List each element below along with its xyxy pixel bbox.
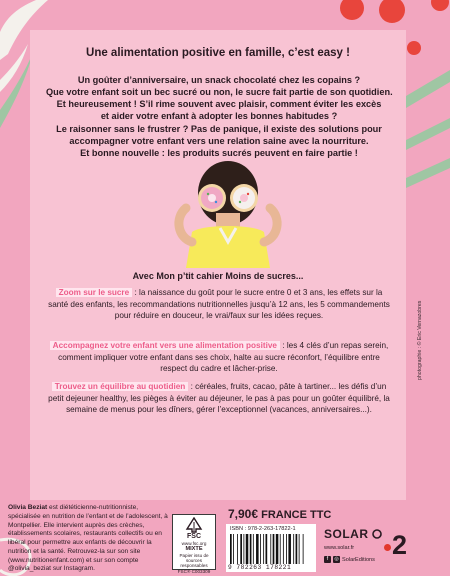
section-zoom-sucre <box>46 287 392 322</box>
barcode-bar <box>260 534 261 564</box>
publisher-social-handle: SolarEditions <box>342 556 375 563</box>
price-label: FRANCE TTC <box>261 509 332 521</box>
barcode-bar <box>263 534 264 564</box>
barcode-bar <box>286 534 287 564</box>
barcode-bar <box>233 534 234 564</box>
isbn: ISBN : 978-2-263-17822-1 <box>230 526 296 532</box>
headline: Une alimentation positive en famille, c’est easy ! <box>86 47 350 59</box>
intro-line: Et bonne nouvelle : les produits sucrés peuvent en faire partie ! <box>80 147 358 158</box>
section-equilibre <box>46 381 392 416</box>
barcode-bar <box>288 534 291 564</box>
avec-line: Avec Mon p’tit cahier Moins de sucres... <box>132 271 304 281</box>
fsc-url: www.fsc.org <box>181 541 207 547</box>
barcode-bar <box>253 534 254 564</box>
intro-line: accompagner votre enfant vers une relation saine avec la nourriture. <box>69 135 369 146</box>
fsc-label <box>172 514 216 574</box>
author-name: Olivia Beziat <box>8 504 48 511</box>
barcode-bar <box>240 534 242 564</box>
section-accompagnez <box>46 340 392 375</box>
barcode-bar <box>266 534 268 564</box>
barcode-bar <box>256 534 259 564</box>
ean-number: 9 782263 178221 <box>228 564 292 571</box>
section-highlight: Accompagnez votre enfant vers une alimentation positive <box>50 341 280 350</box>
publisher-logo <box>324 527 382 541</box>
fsc-code: FSC® C003309 <box>177 568 211 574</box>
barcode-bar <box>299 534 300 564</box>
fsc-tree-icon <box>184 517 204 533</box>
intro-line: Et heureusement ! S’il rime souvent avec plaisir, comment éviter les excès <box>56 99 382 110</box>
section-body: : céréales, fruits, cacao, pâte à tartiner... les défis d’un petit dejeuner healthy, les pièges à éviter au déjeuner, le pas à pas pour un goûter équilibré, la semaine de menus pour les dîners, gérer l’exceptionnel (vacances, anniversaires...). <box>48 382 390 415</box>
barcode-bar <box>283 534 284 564</box>
publisher-social <box>324 556 375 563</box>
barcode-bar <box>237 534 238 564</box>
fsc-logo-text: FSC <box>187 533 201 540</box>
section-body: : les 4 clés d’un repas serein, comment impliquer votre enfant dans ses choix, halte au sucre réconfort, l’équilibre entre respect du cadre et lâcher-prise. <box>58 341 389 374</box>
publisher-name: SOLAR <box>324 527 369 541</box>
section-highlight: Trouvez un équilibre au quotidien <box>52 382 189 391</box>
publisher-url: www.solar.fr <box>324 545 355 551</box>
price <box>228 507 331 521</box>
barcode-bar <box>230 534 232 564</box>
barcode-bar <box>273 534 275 564</box>
barcode-bar <box>243 534 244 564</box>
barcode-bar <box>280 534 281 564</box>
barcode-bar <box>296 534 298 564</box>
barcode-box <box>226 524 316 572</box>
intro-paragraph <box>46 74 392 159</box>
instagram-icon: ◎ <box>334 556 339 562</box>
edition-dot <box>384 544 391 551</box>
fsc-papier: Papier issu de sources responsables <box>179 552 209 569</box>
author-bio <box>8 504 168 574</box>
barcode-icon <box>230 534 312 564</box>
price-value: 7,90€ <box>228 507 259 521</box>
intro-line: Que votre enfant soit un bec sucré ou non, le sucre fait partie de son quotidien. <box>46 87 393 98</box>
barcode-bar <box>270 534 271 564</box>
barcode-bar <box>293 534 294 564</box>
intro-line: et aider votre enfant à adopter les bonnes habitudes ? <box>100 111 338 122</box>
facebook-icon: f <box>324 556 331 563</box>
edition-number: 2 <box>392 530 408 560</box>
fsc-mixte: MIXTE <box>185 546 203 553</box>
author-bio-text: est diététicienne-nutritionniste, spécialisée en nutrition de l’enfant et de l’adolescent, à Montpellier. Elle intervient auprès des crèches, établissements scolaires, restaurants collectifs ou en libéral pour permettre aux enfants de découvrir la nutrition et la santé. Retrouvez-la sur son site (www.nutritionenfant.com) et sur son compte @olivia_beziat sur Instagram. <box>8 504 168 573</box>
section-highlight: Zoom sur le sucre <box>56 288 133 297</box>
child-with-donuts-photo <box>168 158 288 268</box>
barcode-bar <box>303 534 304 564</box>
intro-line: Un goûter d’anniversaire, un snack chocolaté chez les copains ? <box>77 75 361 85</box>
barcode-bar <box>246 534 249 564</box>
barcode-bar <box>276 534 279 564</box>
barcode-bar <box>250 534 252 564</box>
sun-icon <box>372 529 382 539</box>
photo-credit: photographie : © Eric Vernazobres <box>417 300 423 380</box>
intro-line: Le raisonner sans le frustrer ? Pas de panique, il existe des solutions pour <box>56 123 382 134</box>
section-body: : la naissance du goût pour le sucre entre 0 et 3 ans, les effets sur la santé des enfants, les recommandations nutritionnelles jusqu’à 12 ans, les 5 commandements pour réduire en douceur, le vrai/faux sur les idées reçues. <box>48 288 390 321</box>
